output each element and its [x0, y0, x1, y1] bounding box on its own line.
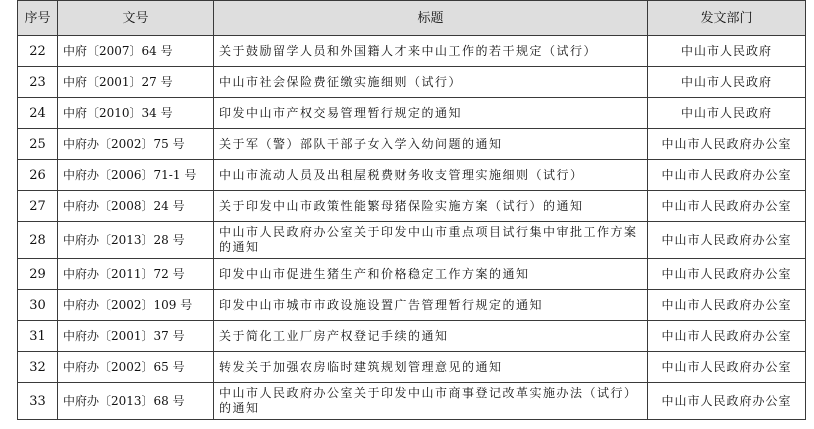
- row-dept: 中山市人民政府办公室: [648, 129, 806, 160]
- row-seq: 24: [18, 98, 58, 129]
- row-seq: 29: [18, 259, 58, 290]
- table-row: [18, 383, 806, 420]
- table-row: [18, 321, 806, 352]
- table-row: [18, 259, 806, 290]
- table-body: [18, 36, 806, 420]
- row-title: 印发中山市城市市政设施设置广告管理暂行规定的通知: [214, 290, 648, 321]
- row-title: 中山市流动人员及出租屋税费财务收支管理实施细则（试行）: [214, 160, 648, 191]
- row-seq: 30: [18, 290, 58, 321]
- table-row: [18, 290, 806, 321]
- row-docno: 中府办〔2013〕68 号: [58, 383, 214, 420]
- row-seq: 28: [18, 222, 58, 259]
- row-dept: 中山市人民政府办公室: [648, 383, 806, 420]
- row-docno: 中府办〔2001〕37 号: [58, 321, 214, 352]
- row-title: 中山市人民政府办公室关于印发中山市重点项目试行集中审批工作方案的通知: [214, 222, 648, 259]
- row-dept: 中山市人民政府: [648, 67, 806, 98]
- row-seq: 22: [18, 36, 58, 67]
- row-seq: 32: [18, 352, 58, 383]
- row-docno: 中府办〔2008〕24 号: [58, 191, 214, 222]
- row-seq: 26: [18, 160, 58, 191]
- row-title: 印发中山市促进生猪生产和价格稳定工作方案的通知: [214, 259, 648, 290]
- row-dept: 中山市人民政府办公室: [648, 160, 806, 191]
- row-seq: 23: [18, 67, 58, 98]
- row-title: 关于鼓励留学人员和外国籍人才来中山工作的若干规定（试行）: [214, 36, 648, 67]
- row-docno: 中府办〔2002〕65 号: [58, 352, 214, 383]
- row-docno: 中府办〔2013〕28 号: [58, 222, 214, 259]
- header-title: 标题: [214, 1, 648, 36]
- row-title: 关于军（警）部队干部子女入学入幼问题的通知: [214, 129, 648, 160]
- row-title: 关于印发中山市政策性能繁母猪保险实施方案（试行）的通知: [214, 191, 648, 222]
- row-docno: 中府〔2007〕64 号: [58, 36, 214, 67]
- row-dept: 中山市人民政府办公室: [648, 191, 806, 222]
- row-dept: 中山市人民政府办公室: [648, 321, 806, 352]
- row-docno: 中府〔2001〕27 号: [58, 67, 214, 98]
- row-dept: 中山市人民政府: [648, 98, 806, 129]
- header-dept: 发文部门: [648, 1, 806, 36]
- row-dept: 中山市人民政府: [648, 36, 806, 67]
- row-seq: 33: [18, 383, 58, 420]
- row-docno: 中府〔2010〕34 号: [58, 98, 214, 129]
- table-row: [18, 160, 806, 191]
- table-row: [18, 352, 806, 383]
- row-docno: 中府办〔2002〕75 号: [58, 129, 214, 160]
- row-seq: 25: [18, 129, 58, 160]
- header-row: [18, 1, 806, 36]
- row-dept: 中山市人民政府办公室: [648, 352, 806, 383]
- row-docno: 中府办〔2002〕109 号: [58, 290, 214, 321]
- row-title: 关于简化工业厂房产权登记手续的通知: [214, 321, 648, 352]
- row-dept: 中山市人民政府办公室: [648, 222, 806, 259]
- row-title: 转发关于加强农房临时建筑规划管理意见的通知: [214, 352, 648, 383]
- row-dept: 中山市人民政府办公室: [648, 259, 806, 290]
- row-title: 中山市人民政府办公室关于印发中山市商事登记改革实施办法（试行）的通知: [214, 383, 648, 420]
- table-header: [18, 1, 806, 36]
- row-title: 中山市社会保险费征缴实施细则（试行）: [214, 67, 648, 98]
- header-seq: 序号: [18, 1, 58, 36]
- header-docno: 文号: [58, 1, 214, 36]
- documents-table: [17, 0, 806, 420]
- table-row: [18, 36, 806, 67]
- row-seq: 27: [18, 191, 58, 222]
- row-dept: 中山市人民政府办公室: [648, 290, 806, 321]
- table-row: [18, 191, 806, 222]
- row-docno: 中府办〔2006〕71-1 号: [58, 160, 214, 191]
- row-seq: 31: [18, 321, 58, 352]
- table-row: [18, 98, 806, 129]
- row-title: 印发中山市产权交易管理暂行规定的通知: [214, 98, 648, 129]
- row-docno: 中府办〔2011〕72 号: [58, 259, 214, 290]
- table-row: [18, 67, 806, 98]
- table-row: [18, 222, 806, 259]
- table-row: [18, 129, 806, 160]
